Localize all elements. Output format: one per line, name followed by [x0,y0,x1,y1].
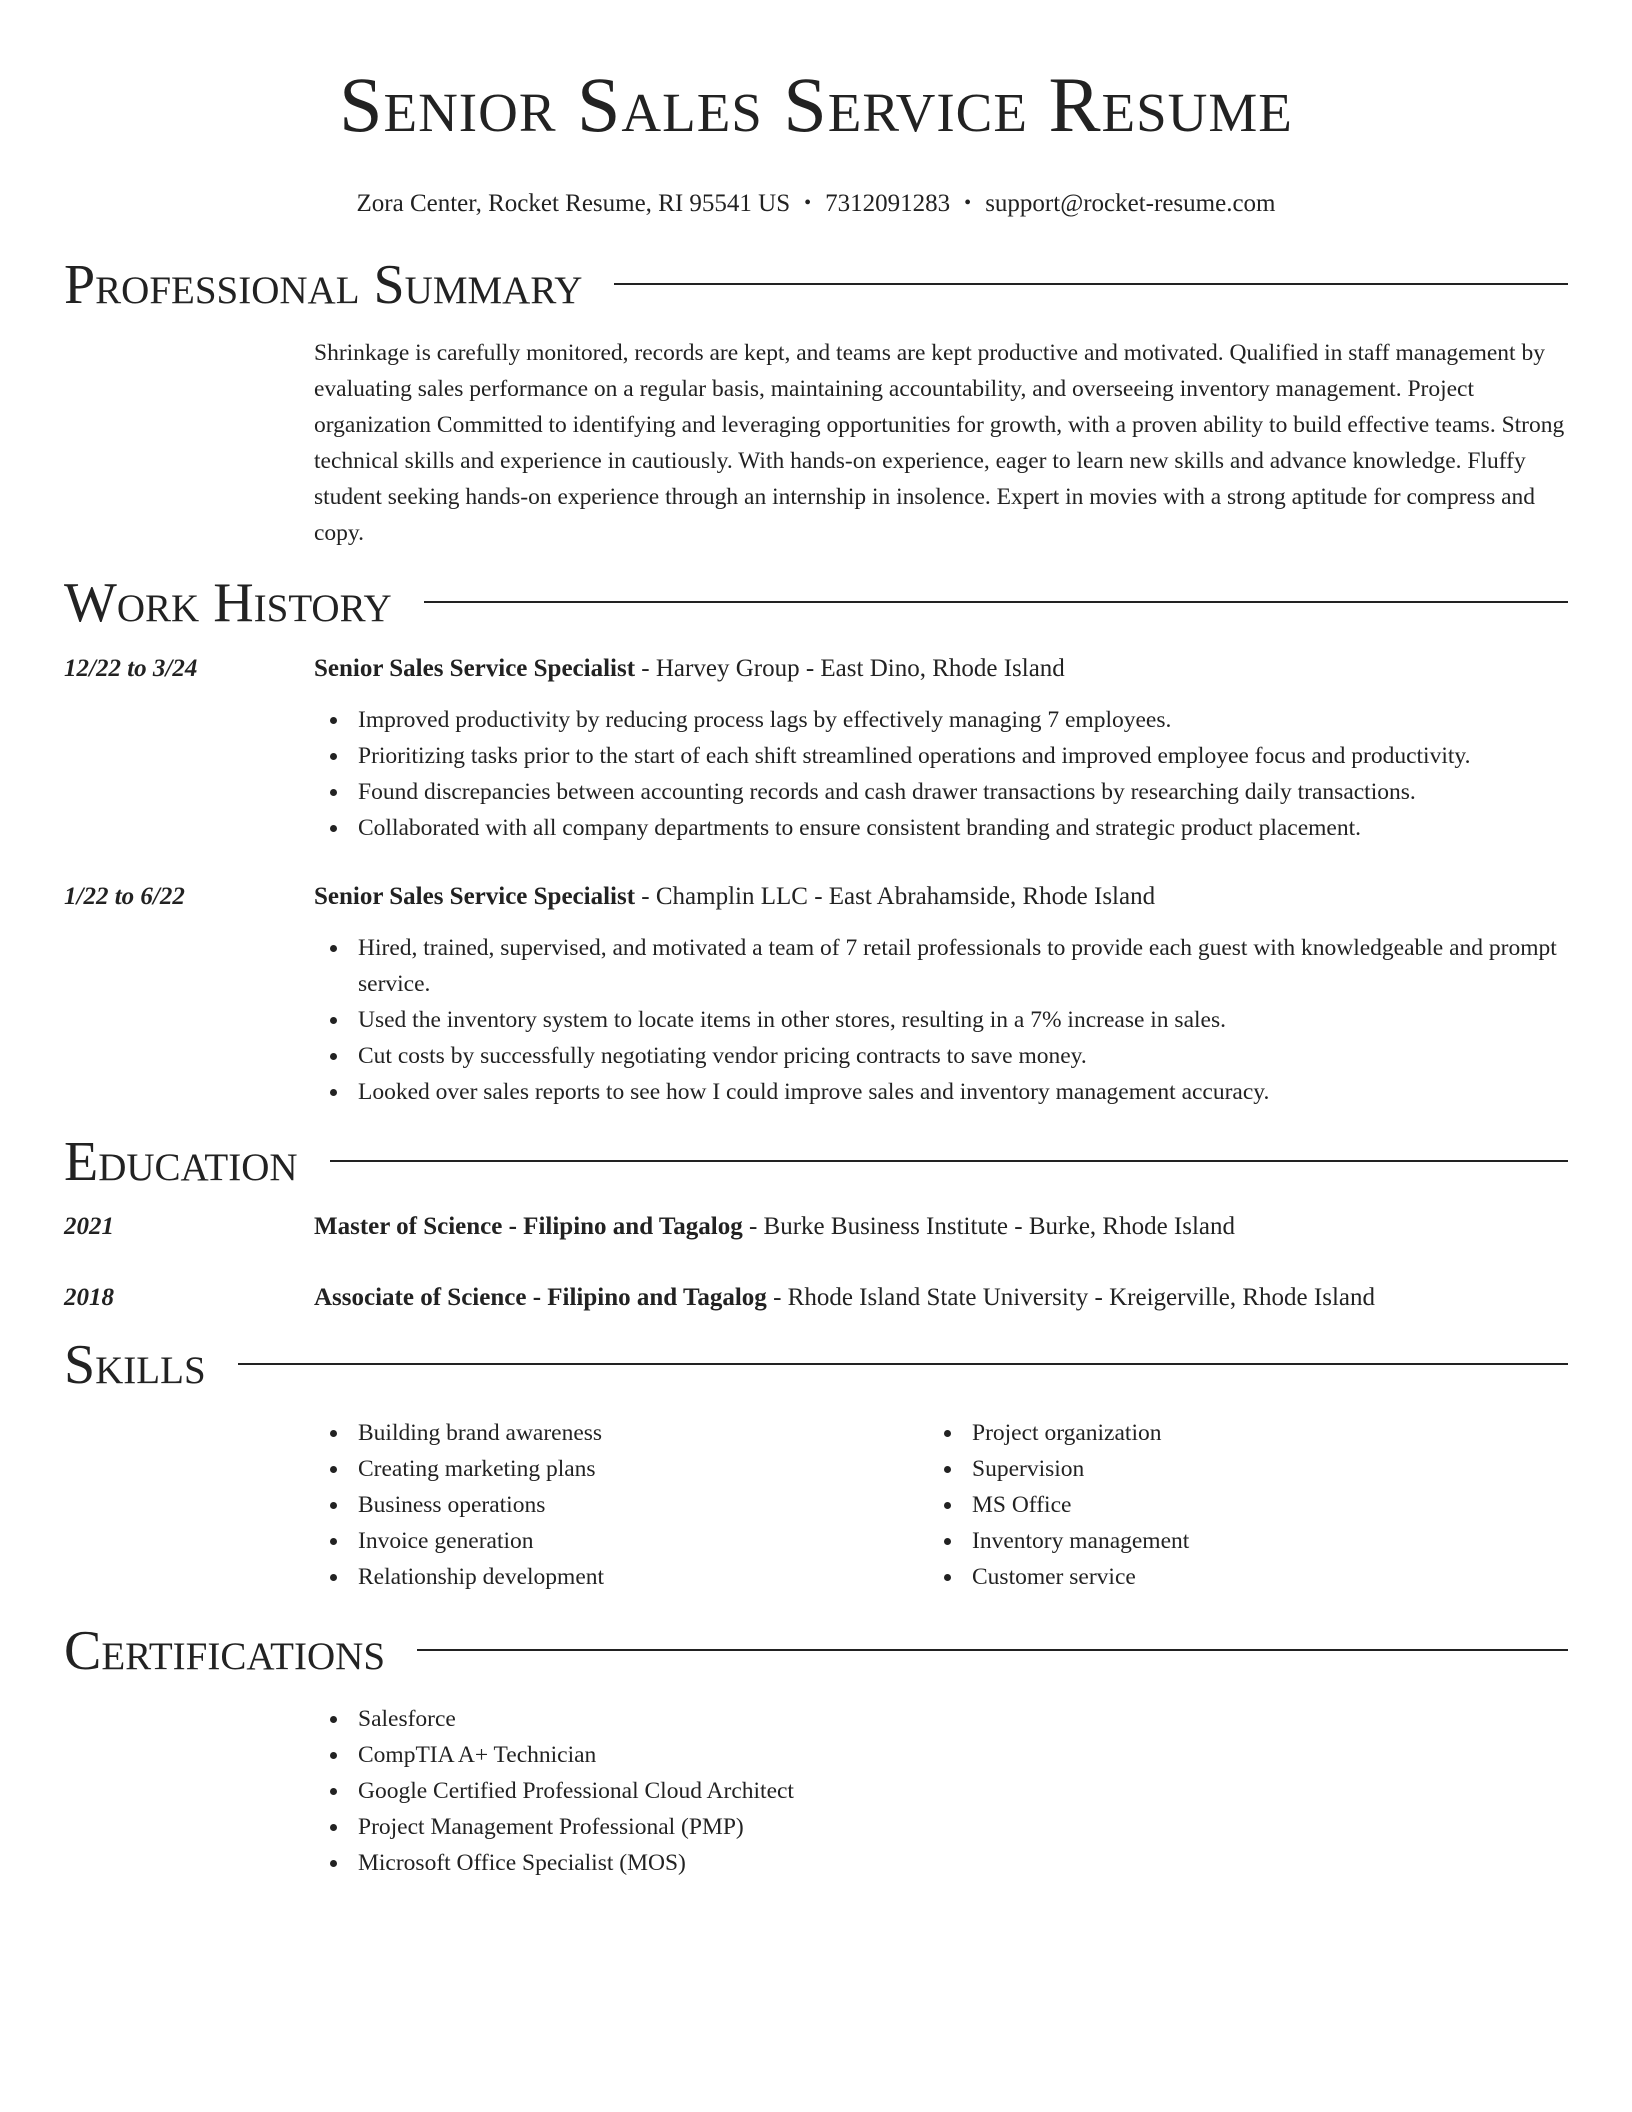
skills-section-title: Skills [64,1334,206,1396]
contact-separator: • [964,192,972,214]
contact-line [64,188,1568,219]
job-bullets [314,930,1568,1110]
job-bullet: Improved productivity by reducing process lags by effectively managing 7 employees. [314,702,1568,738]
skill-item: Relationship development [314,1559,928,1595]
job-bullets [314,702,1568,846]
education-section-title: Education [64,1131,298,1193]
skills-column-left [314,1415,928,1595]
job-entry [64,652,1568,846]
education-heading [314,1210,1568,1244]
skill-item: Business operations [314,1487,928,1523]
job-role: Senior Sales Service Specialist [314,655,636,682]
summary-text: Shrinkage is carefully monitored, records are kept, and teams are kept productive and motivated. Qualified in staff management by evaluating sales performance on a regular basis, maintaining accountability, and overseeing inventory management. Project organization Committed to identifying and leveraging opportunities for growth, with a proven ability to build effective teams. Strong technical skills and experience in cautiously. With hands-on experience, eager to learn new skills and advance knowledge. Fluffy student seeking hands-on experience through an internship in insolence. Expert in movies with a strong aptitude for compress and copy. [314,340,1565,546]
section-divider [330,1160,1568,1162]
job-bullet: Hired, trained, supervised, and motivated a team of 7 retail professionals to provide each guest with knowledgeable and prompt service. [314,930,1568,1002]
job-role: Senior Sales Service Specialist [314,883,636,910]
job-bullet: Found discrepancies between accounting records and cash drawer transactions by researching daily transactions. [314,774,1568,810]
certification-item: Google Certified Professional Cloud Architect [314,1773,1568,1809]
contact-address: Zora Center, Rocket Resume, RI 95541 US [356,190,791,217]
job-bullet: Cut costs by successfully negotiating vendor pricing contracts to save money. [314,1038,1568,1074]
job-dates: 12/22 to 3/24 [64,655,198,682]
skill-item: Project organization [928,1415,1542,1451]
job-bullet: Looked over sales reports to see how I could improve sales and inventory management accuracy. [314,1074,1568,1110]
certification-item: Project Management Professional (PMP) [314,1809,1568,1845]
certifications-list [314,1701,1568,1881]
job-bullet: Used the inventory system to locate items in other stores, resulting in a 7% increase in sales. [314,1002,1568,1038]
certifications-section-header [64,1621,1568,1681]
contact-separator: • [804,192,812,214]
section-divider [417,1649,1568,1651]
section-divider [238,1363,1568,1365]
contact-email: support@rocket-resume.com [985,190,1276,217]
job-details: - Harvey Group - East Dino, Rhode Island [635,655,1065,682]
education-section-header [64,1132,1568,1192]
certifications-section-title: Certifications [64,1620,386,1682]
skills-column-right [928,1415,1542,1595]
section-divider [424,601,1568,603]
education-year: 2018 [64,1284,114,1311]
certification-item: Microsoft Office Specialist (MOS) [314,1845,1568,1881]
education-degree: Associate of Science - Filipino and Tagalog [314,1284,767,1311]
certification-item: Salesforce [314,1701,1568,1737]
job-heading [314,652,1568,686]
job-details: - Champlin LLC - East Abrahamside, Rhode Island [635,883,1156,910]
summary-section-header [64,255,1568,315]
section-divider [614,283,1568,285]
education-year: 2021 [64,1213,114,1240]
skill-item: Invoice generation [314,1523,928,1559]
education-details: - Burke Business Institute - Burke, Rhode Island [742,1213,1236,1240]
job-heading [314,880,1568,914]
skills-section-header [64,1335,1568,1395]
skill-item: Supervision [928,1451,1542,1487]
contact-phone: 7312091283 [825,190,951,217]
skill-item: Creating marketing plans [314,1451,928,1487]
job-entry [64,880,1568,1110]
education-entry [64,1210,1568,1244]
skills-list [314,1415,1568,1595]
work-section-title: Work History [64,572,392,634]
certification-item: CompTIA A+ Technician [314,1737,1568,1773]
job-dates: 1/22 to 6/22 [64,883,185,910]
education-heading [314,1281,1568,1315]
education-degree: Master of Science - Filipino and Tagalog [314,1213,743,1240]
resume-title: Senior Sales Service Resume [339,61,1293,148]
skill-item: Building brand awareness [314,1415,928,1451]
education-entry [64,1281,1568,1315]
summary-section-title: Professional Summary [64,254,583,316]
skill-item: MS Office [928,1487,1542,1523]
job-bullet: Prioritizing tasks prior to the start of each shift streamlined operations and improved employee focus and productivity. [314,738,1568,774]
education-details: - Rhode Island State University - Kreigerville, Rhode Island [766,1284,1376,1311]
skill-item: Customer service [928,1559,1542,1595]
job-bullet: Collaborated with all company departments to ensure consistent branding and strategic product placement. [314,810,1568,846]
work-section-header [64,573,1568,633]
skill-item: Inventory management [928,1523,1542,1559]
